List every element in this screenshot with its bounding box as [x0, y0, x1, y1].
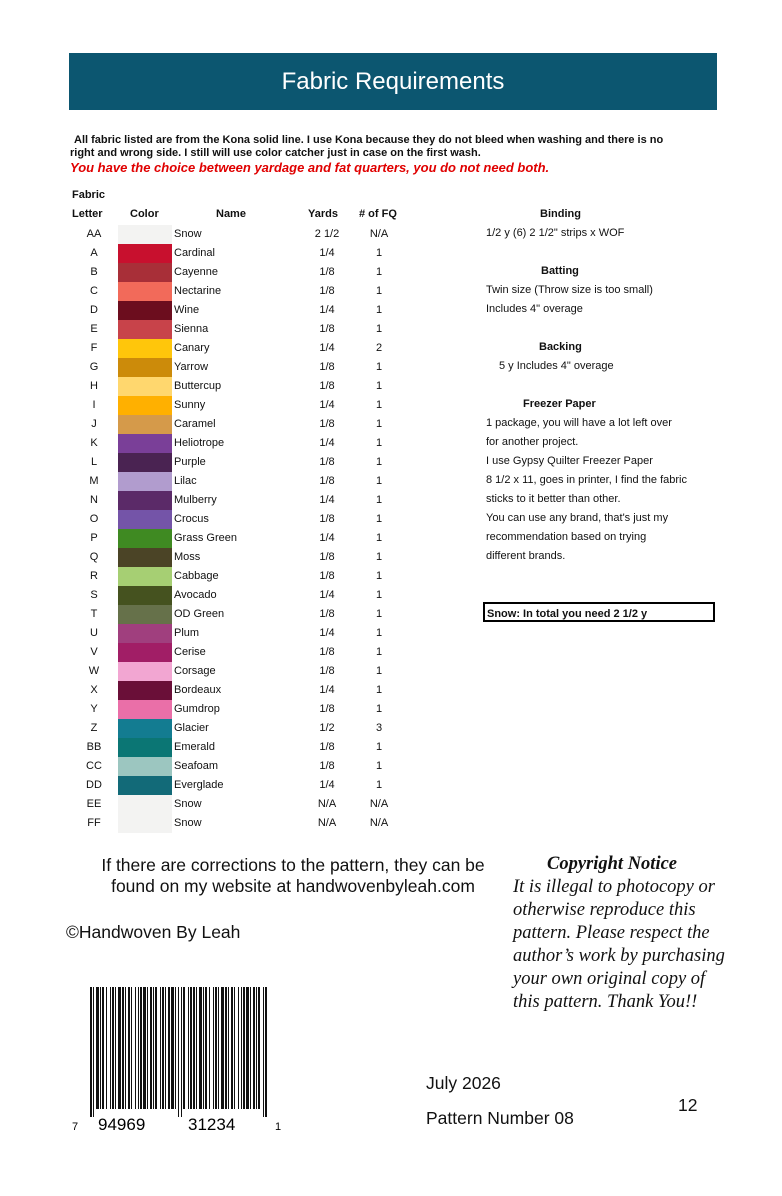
- barcode-bar: [153, 987, 154, 1109]
- fabric-row: [70, 358, 410, 377]
- color-swatch: [118, 605, 172, 624]
- fabric-row: [70, 586, 410, 605]
- corrections-line-2: found on my website at handwovenbyleah.com: [111, 876, 475, 896]
- fabric-row: [70, 282, 410, 301]
- barcode-bar: [122, 987, 124, 1109]
- fabric-fq-count: 1: [375, 627, 383, 639]
- color-swatch: [118, 434, 172, 453]
- barcode-bar: [265, 987, 267, 1117]
- barcode-bar: [196, 987, 197, 1109]
- fabric-fq-count: 1: [375, 760, 383, 772]
- barcode-bar: [209, 987, 210, 1109]
- fabric-row: [70, 396, 410, 415]
- fabric-yards: 1/8: [319, 741, 335, 753]
- fabric-row: [70, 510, 410, 529]
- fabric-fq-count: N/A: [369, 817, 389, 829]
- color-swatch: [118, 700, 172, 719]
- barcode-bar: [228, 987, 229, 1109]
- fabric-letter: Y: [90, 703, 98, 715]
- fabric-yards: 1/8: [319, 456, 335, 468]
- fabric-letter: CC: [86, 760, 102, 772]
- barcode-group-1: 94969: [98, 1115, 146, 1134]
- barcode-bar: [181, 987, 182, 1117]
- fabric-fq-count: 1: [375, 285, 383, 297]
- barcode-bar: [165, 987, 166, 1109]
- color-swatch: [118, 225, 172, 244]
- color-swatch: [118, 472, 172, 491]
- fabric-fq-count: 2: [375, 342, 383, 354]
- copyright-notice-text: It is illegal to photocopy or otherwise reproduce this pattern. Please respect the author’s work by purchasing your own original copy of this pattern. Thank You!!: [513, 877, 725, 1012]
- barcode-bar: [115, 987, 116, 1109]
- barcode-bar: [162, 987, 164, 1109]
- color-swatch: [118, 358, 172, 377]
- fabric-fq-count: 3: [375, 722, 383, 734]
- barcode-bar: [160, 987, 161, 1109]
- fabric-name: Yarrow: [174, 361, 209, 373]
- fabric-yards: 1/8: [319, 703, 335, 715]
- fabric-fq-count: 1: [375, 665, 383, 677]
- fabric-yards: 1/8: [319, 323, 335, 335]
- fabric-name: Sienna: [174, 323, 209, 335]
- fabric-row: [70, 434, 410, 453]
- fabric-letter: L: [90, 456, 98, 468]
- fabric-fq-count: 1: [375, 703, 383, 715]
- copyright-notice-title: Copyright Notice: [547, 854, 678, 874]
- fabric-name: Snow: [174, 228, 202, 240]
- fabric-letter: D: [90, 304, 98, 316]
- fabric-yards: 1/8: [319, 760, 335, 772]
- fabric-name: Grass Green: [174, 532, 237, 544]
- batting-line-2: Includes 4" overage: [486, 303, 583, 315]
- color-swatch: [118, 301, 172, 320]
- fabric-yards: 1/4: [319, 437, 335, 449]
- barcode-bar: [188, 987, 189, 1109]
- barcode-bar: [199, 987, 202, 1109]
- color-swatch: [118, 529, 172, 548]
- fabric-fq-count: 1: [375, 323, 383, 335]
- freezer-line: different brands.: [486, 550, 566, 562]
- fabric-name: Lilac: [174, 475, 197, 487]
- fabric-name: Canary: [174, 342, 210, 354]
- fabric-row: [70, 567, 410, 586]
- color-swatch: [118, 244, 172, 263]
- fabric-letter: P: [90, 532, 98, 544]
- backing-text: 5 y Includes 4" overage: [499, 360, 614, 372]
- fabric-name: Crocus: [174, 513, 209, 525]
- fabric-letter: M: [89, 475, 99, 487]
- fabric-yards: 1/4: [319, 532, 335, 544]
- fabric-name: Avocado: [174, 589, 217, 601]
- fabric-name: Heliotrope: [174, 437, 225, 449]
- fabric-row: [70, 795, 410, 814]
- fabric-name: Snow: [174, 817, 202, 829]
- barcode-group-2: 31234: [188, 1115, 236, 1134]
- fabric-letter: B: [90, 266, 98, 278]
- snow-total-box: Snow: In total you need 2 1/2 y: [483, 602, 715, 622]
- barcode-bar: [150, 987, 152, 1109]
- barcode-bar: [171, 987, 174, 1109]
- barcode: [70, 985, 290, 1135]
- color-swatch: [118, 491, 172, 510]
- barcode-bar: [138, 987, 139, 1109]
- backing-title: Backing: [539, 341, 582, 353]
- color-swatch: [118, 757, 172, 776]
- fabric-row: [70, 719, 410, 738]
- freezer-line: 8 1/2 x 11, goes in printer, I find the fabric: [486, 474, 687, 486]
- fabric-yards: 1/4: [319, 684, 335, 696]
- barcode-bar: [125, 987, 126, 1109]
- header-yards: Yards: [308, 208, 338, 220]
- fabric-name: Glacier: [174, 722, 209, 734]
- barcode-bar: [203, 987, 204, 1109]
- barcode-bar: [234, 987, 235, 1109]
- fabric-letter: I: [92, 399, 96, 411]
- fabric-fq-count: 1: [375, 646, 383, 658]
- fabric-fq-count: 1: [375, 551, 383, 563]
- fabric-fq-count: 1: [375, 513, 383, 525]
- barcode-bar: [263, 987, 264, 1117]
- fabric-row: [70, 738, 410, 757]
- fabric-fq-count: 1: [375, 399, 383, 411]
- fabric-yards: 1/8: [319, 551, 335, 563]
- color-swatch: [118, 738, 172, 757]
- barcode-bar: [246, 987, 249, 1109]
- freezer-line: recommendation based on trying: [486, 531, 647, 543]
- barcode-bar: [190, 987, 192, 1109]
- fabric-row: [70, 548, 410, 567]
- fabric-row: [70, 377, 410, 396]
- fabric-fq-count: 1: [375, 418, 383, 430]
- color-swatch: [118, 415, 172, 434]
- fabric-yards: 1/4: [319, 589, 335, 601]
- barcode-bar: [112, 987, 114, 1109]
- barcode-bar: [256, 987, 257, 1109]
- intro-line-2: right and wrong side. I still will use color catcher just in case on the first wash.: [70, 147, 481, 159]
- barcode-bar: [118, 987, 121, 1109]
- fabric-name: Nectarine: [174, 285, 222, 297]
- fabric-fq-count: 1: [375, 608, 383, 620]
- fabric-fq-count: 1: [375, 589, 383, 601]
- fabric-yards: 1/8: [319, 266, 335, 278]
- barcode-bar: [175, 987, 176, 1109]
- fabric-fq-count: 1: [375, 456, 383, 468]
- fabric-name: Bordeaux: [174, 684, 222, 696]
- color-swatch: [118, 548, 172, 567]
- fabric-row: [70, 244, 410, 263]
- page-number: 12: [678, 1095, 698, 1115]
- barcode-bar: [225, 987, 227, 1109]
- fabric-letter: DD: [86, 779, 102, 791]
- barcode-bar: [258, 987, 260, 1109]
- fabric-name: Corsage: [174, 665, 216, 677]
- barcode-bar: [238, 987, 239, 1109]
- fabric-fq-count: 1: [375, 266, 383, 278]
- color-swatch: [118, 586, 172, 605]
- fabric-letter: W: [88, 665, 100, 677]
- fabric-row: [70, 757, 410, 776]
- fabric-letter: C: [90, 285, 98, 297]
- fabric-letter: F: [90, 342, 98, 354]
- color-swatch: [118, 453, 172, 472]
- fabric-name: Purple: [174, 456, 206, 468]
- corrections-note: [68, 855, 518, 897]
- freezer-line: You can use any brand, that's just my: [486, 512, 669, 524]
- fabric-letter: R: [90, 570, 98, 582]
- corrections-line-1: If there are corrections to the pattern, they can be: [101, 855, 485, 875]
- binding-title: Binding: [540, 208, 581, 220]
- header-letter: Letter: [72, 208, 103, 220]
- intro-line-1: All fabric listed are from the Kona solid line. I use Kona because they do not bleed when washing and there is no: [74, 134, 664, 146]
- fabric-letter: FF: [87, 817, 101, 829]
- fabric-name: Emerald: [174, 741, 215, 753]
- page-title: Fabric Requirements: [281, 67, 505, 95]
- header-name: Name: [216, 208, 246, 220]
- fabric-yards: 1/4: [319, 627, 335, 639]
- fabric-letter: V: [90, 646, 98, 658]
- color-swatch: [118, 396, 172, 415]
- pattern-date: July 2026: [426, 1073, 501, 1093]
- fabric-row: [70, 643, 410, 662]
- fabric-letter: X: [90, 684, 98, 696]
- fabric-name: Cerise: [174, 646, 206, 658]
- fabric-row: [70, 491, 410, 510]
- fabric-fq-count: N/A: [369, 228, 389, 240]
- fabric-name: Mulberry: [174, 494, 217, 506]
- fabric-yards: 1/8: [319, 646, 335, 658]
- barcode-bar: [193, 987, 195, 1109]
- fabric-letter: EE: [86, 798, 102, 810]
- fabric-yards: 1/4: [319, 399, 335, 411]
- fabric-letter: O: [89, 513, 99, 525]
- fabric-name: Buttercup: [174, 380, 222, 392]
- fabric-yards: 1/8: [319, 475, 335, 487]
- color-swatch: [118, 263, 172, 282]
- barcode-digit-left: 7: [72, 1121, 79, 1133]
- barcode-bar: [96, 987, 99, 1109]
- barcode-bar: [243, 987, 245, 1109]
- fabric-name: Gumdrop: [174, 703, 220, 715]
- barcode-bar: [231, 987, 233, 1109]
- color-swatch: [118, 795, 172, 814]
- freezer-line: for another project.: [486, 436, 579, 448]
- fabric-name: Cayenne: [174, 266, 219, 278]
- batting-title: Batting: [541, 265, 579, 277]
- fabric-letter: Q: [89, 551, 99, 563]
- fabric-fq-count: 1: [375, 494, 383, 506]
- fabric-name: Wine: [174, 304, 200, 316]
- header-color: Color: [130, 208, 159, 220]
- fabric-row: [70, 225, 410, 244]
- barcode-bar: [213, 987, 214, 1109]
- header-fq: # of FQ: [359, 208, 397, 220]
- barcode-bar: [155, 987, 157, 1109]
- fabric-fq-count: 1: [375, 570, 383, 582]
- copyright-line: ©Handwoven By Leah: [66, 922, 241, 942]
- barcode-bar: [102, 987, 104, 1109]
- fabric-row: [70, 681, 410, 700]
- intro-note: You have the choice between yardage and fat quarters, you do not need both.: [70, 160, 550, 175]
- fabric-letter: U: [90, 627, 98, 639]
- fabric-name: Moss: [174, 551, 201, 563]
- barcode-bar: [215, 987, 217, 1109]
- fabric-fq-count: 1: [375, 475, 383, 487]
- fabric-yards: 1/8: [319, 513, 335, 525]
- fabric-name: OD Green: [174, 608, 225, 620]
- fabric-row: [70, 263, 410, 282]
- fabric-yards: 2 1/2: [314, 228, 340, 240]
- color-swatch: [118, 377, 172, 396]
- freezer-paper-title: Freezer Paper: [523, 398, 596, 410]
- color-swatch: [118, 510, 172, 529]
- fabric-fq-count: 1: [375, 304, 383, 316]
- fabric-yards: 1/8: [319, 285, 335, 297]
- color-swatch: [118, 681, 172, 700]
- color-swatch: [118, 814, 172, 833]
- barcode-bar: [106, 987, 107, 1109]
- barcode-bar: [205, 987, 207, 1109]
- barcode-bar: [221, 987, 224, 1109]
- barcode-bar: [128, 987, 130, 1109]
- barcode-bar: [90, 987, 92, 1117]
- fabric-letter: J: [91, 418, 97, 430]
- fabric-name: Cabbage: [174, 570, 219, 582]
- fabric-yards: 1/8: [319, 570, 335, 582]
- fabric-yards: N/A: [317, 798, 337, 810]
- copyright-notice: [513, 853, 733, 1014]
- fabric-row: [70, 624, 410, 643]
- fabric-yards: 1/2: [319, 722, 335, 734]
- fabric-letter: AA: [86, 228, 102, 240]
- color-swatch: [118, 339, 172, 358]
- fabric-row: [70, 339, 410, 358]
- freezer-line: I use Gypsy Quilter Freezer Paper: [486, 455, 653, 467]
- fabric-yards: 1/8: [319, 608, 335, 620]
- color-swatch: [118, 624, 172, 643]
- fabric-fq-count: 1: [375, 741, 383, 753]
- fabric-row: [70, 529, 410, 548]
- barcode-bar: [253, 987, 255, 1109]
- barcode-bar: [147, 987, 148, 1109]
- fabric-yards: 1/8: [319, 361, 335, 373]
- fabric-row: [70, 814, 410, 833]
- fabric-yards: 1/4: [319, 342, 335, 354]
- fabric-name: Sunny: [174, 399, 206, 411]
- header-fabric: Fabric: [72, 189, 106, 201]
- fabric-letter: T: [90, 608, 98, 620]
- page-title-banner: [69, 53, 717, 110]
- fabric-row: [70, 776, 410, 795]
- barcode-bar: [135, 987, 136, 1109]
- fabric-row: [70, 472, 410, 491]
- fabric-name: Plum: [174, 627, 200, 639]
- barcode-bar: [140, 987, 142, 1109]
- fabric-letter: S: [90, 589, 98, 601]
- intro-text: [70, 131, 720, 177]
- fabric-letter: E: [90, 323, 98, 335]
- fabric-yards: N/A: [317, 817, 337, 829]
- fabric-name: Caramel: [174, 418, 216, 430]
- fabric-fq-count: 1: [375, 532, 383, 544]
- fabric-yards: 1/8: [319, 380, 335, 392]
- fabric-letter: A: [90, 247, 98, 259]
- barcode-bar: [110, 987, 111, 1109]
- fabric-letter: Z: [90, 722, 98, 734]
- fabric-row: [70, 301, 410, 320]
- barcode-bar: [241, 987, 242, 1109]
- fabric-row: [70, 700, 410, 719]
- barcode-bar: [131, 987, 132, 1109]
- freezer-line: 1 package, you will have a lot left over: [486, 417, 672, 429]
- fabric-yards: 1/4: [319, 779, 335, 791]
- fabric-row: [70, 662, 410, 681]
- barcode-bar: [100, 987, 101, 1109]
- barcode-bar: [93, 987, 94, 1117]
- fabric-name: Cardinal: [174, 247, 215, 259]
- color-swatch: [118, 719, 172, 738]
- color-swatch: [118, 643, 172, 662]
- barcode-bars: [90, 987, 267, 1117]
- fabric-name: Everglade: [174, 779, 224, 791]
- fabric-row: [70, 415, 410, 434]
- fabric-row: [70, 320, 410, 339]
- fabric-name: Snow: [174, 798, 202, 810]
- barcode-bar: [183, 987, 185, 1109]
- color-swatch: [118, 662, 172, 681]
- fabric-letter: N: [90, 494, 98, 506]
- barcode-digit-right: 1: [275, 1121, 282, 1133]
- color-swatch: [118, 282, 172, 301]
- barcode-bar: [168, 987, 170, 1109]
- fabric-row: [70, 453, 410, 472]
- fabric-letter: H: [90, 380, 98, 392]
- fabric-yards: 1/8: [319, 418, 335, 430]
- barcode-bar: [178, 987, 179, 1117]
- fabric-yards: 1/8: [319, 665, 335, 677]
- fabric-letter: K: [90, 437, 98, 449]
- binding-text: 1/2 y (6) 2 1/2" strips x WOF: [486, 227, 625, 239]
- fabric-fq-count: 1: [375, 380, 383, 392]
- fabric-fq-count: 1: [375, 684, 383, 696]
- fabric-fq-count: 1: [375, 437, 383, 449]
- color-swatch: [118, 320, 172, 339]
- fabric-fq-count: 1: [375, 247, 383, 259]
- fabric-yards: 1/4: [319, 247, 335, 259]
- batting-line-1: Twin size (Throw size is too small): [486, 284, 653, 296]
- freezer-line: sticks to it better than other.: [486, 493, 621, 505]
- fabric-row: [70, 605, 410, 624]
- fabric-name: Seafoam: [174, 760, 219, 772]
- color-swatch: [118, 776, 172, 795]
- fabric-yards: 1/4: [319, 494, 335, 506]
- fabric-fq-count: 1: [375, 361, 383, 373]
- fabric-fq-count: N/A: [369, 798, 389, 810]
- fabric-fq-count: 1: [375, 779, 383, 791]
- fabric-letter: G: [89, 361, 99, 373]
- pattern-number: Pattern Number 08: [426, 1108, 574, 1128]
- barcode-bar: [143, 987, 146, 1109]
- barcode-bar: [250, 987, 251, 1109]
- color-swatch: [118, 567, 172, 586]
- barcode-bar: [218, 987, 219, 1109]
- fabric-letter: BB: [86, 741, 102, 753]
- fabric-yards: 1/4: [319, 304, 335, 316]
